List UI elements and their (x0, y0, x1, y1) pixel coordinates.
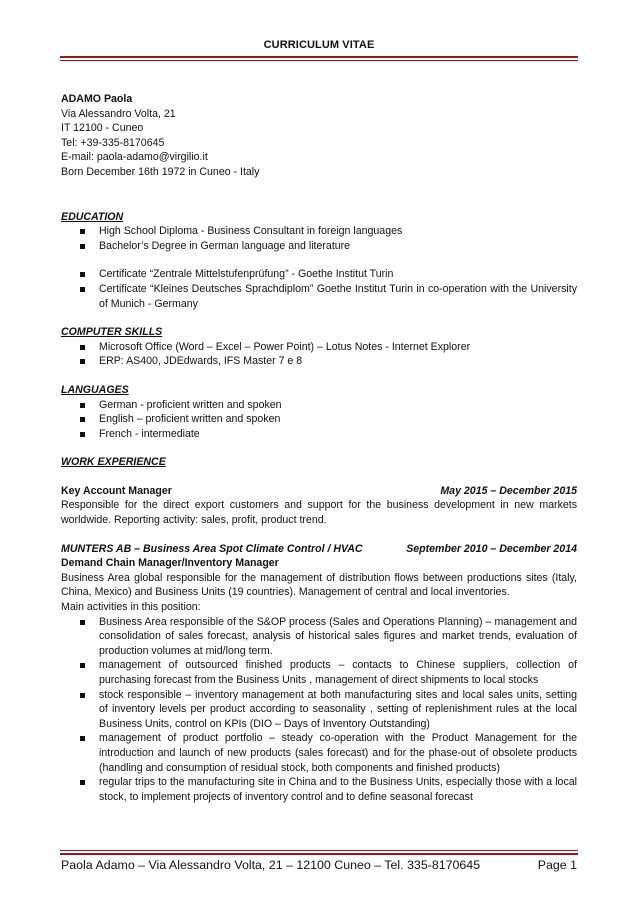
personal-info (61, 92, 577, 180)
work-experience-section (61, 455, 577, 804)
page-footer (61, 858, 577, 873)
square-bullet-icon (80, 693, 85, 698)
square-bullet-icon (80, 663, 85, 668)
languages-section (61, 383, 577, 441)
computer-skills-title: COMPUTER SKILLS (61, 326, 163, 339)
header-divider-thin (60, 60, 578, 61)
list-item: Microsoft Office (Word – Excel – Power Point) – Lotus Notes - Internet Explorer (61, 340, 577, 355)
footer-divider (60, 853, 578, 855)
list-item: High School Diploma - Business Consultant in foreign languages (61, 224, 577, 239)
list-item: ERP: AS400, JDEdwards, IFS Master 7 e 8 (61, 354, 577, 369)
job-description: Responsible for the direct export customers and support for the business development in new markets worldwide. Reporting activity: sales, profit, product trend. (61, 499, 577, 527)
computer-skills-section (61, 325, 577, 369)
square-bullet-icon (80, 229, 85, 234)
job-entry (61, 542, 577, 805)
square-bullet-icon (80, 403, 85, 408)
list-item: Bachelor’s Degree in German language and literature (61, 239, 577, 254)
page-number: Page 1 (537, 858, 577, 872)
square-bullet-icon (80, 432, 85, 437)
square-bullet-icon (80, 244, 85, 249)
education-section (61, 210, 577, 312)
list-item: French - intermediate (61, 427, 577, 442)
job-description: Business Area global responsible for the management of distribution flows between productions sites (Italy, China, Mexico) and Business Units (19 countries). Management of central and local inventories. (61, 571, 577, 599)
email-line: E-mail: paola-adamo@virgilio.it (61, 151, 208, 164)
job-dates: May 2015 – December 2015 (440, 484, 577, 497)
header-divider (60, 56, 578, 58)
list-item: Business Area responsible of the S&OP process (Sales and Operations Planning) – management and consolidation of sales forecast, analysis of historical sales figures and market trends, evaluation of production volumes at mid/long term. (61, 615, 577, 659)
languages-title: LANGUAGES (61, 383, 129, 396)
list-item: stock responsible – inventory management at both manufacturing sites and local sales units, setting of inventory levels per product according to seasonality , setting of replenishment rules at the local Business Units, control on KPIs (DIO – Days of Inventory Outstanding) (61, 688, 577, 732)
person-name: ADAMO Paola (61, 93, 133, 105)
list-item: Certificate “Zentrale Mittelstufenprüfung” - Goethe Institut Turin (61, 267, 577, 282)
list-item: English – proficient written and spoken (61, 412, 577, 427)
birth-line: Born December 16th 1972 in Cuneo - Italy (61, 165, 260, 178)
cv-body (61, 92, 577, 804)
job-dates: September 2010 – December 2014 (406, 542, 577, 555)
square-bullet-icon (80, 345, 85, 350)
list-item: German - proficient written and spoken (61, 398, 577, 413)
city-line: IT 12100 - Cuneo (61, 122, 144, 135)
education-title: EDUCATION (61, 210, 124, 223)
list-item: Certificate “Kleines Deutsches Sprachdiplom” Goethe Institut Turin in co-operation with the University of Munich - Germany (61, 282, 577, 311)
activities-intro: Main activities in this position: (61, 601, 201, 614)
job-entry (61, 484, 577, 528)
job-role: Key Account Manager (61, 484, 172, 497)
square-bullet-icon (80, 736, 85, 741)
square-bullet-icon (80, 780, 85, 785)
square-bullet-icon (80, 620, 85, 625)
address-line: Via Alessandro Volta, 21 (61, 107, 176, 120)
list-item: management of product portfolio – steady co-operation with the Product Management for the introduction and launch of new products (sales forecast) and for the phase-out of obsolete products (handling and consumption of residual stock, both components and finished products) (61, 731, 577, 775)
footer-divider-thin (60, 850, 578, 851)
job-company: MUNTERS AB – Business Area Spot Climate Control / HVAC (61, 542, 363, 555)
square-bullet-icon (80, 359, 85, 364)
page-title: CURRICULUM VITAE (263, 39, 375, 51)
list-item: regular trips to the manufacturing site in China and to the Business Units, especially those with a local stock, to implement projects of inventory control and to define seasonal forecast (61, 775, 577, 804)
square-bullet-icon (80, 287, 85, 292)
square-bullet-icon (80, 272, 85, 277)
square-bullet-icon (80, 417, 85, 422)
job-role: Demand Chain Manager/Inventory Manager (61, 557, 279, 570)
work-experience-title: WORK EXPERIENCE (61, 456, 166, 469)
list-item: management of outsourced finished products – contacts to Chinese suppliers, collection of purchasing forecast from the Business Units , management of direct shipments to local stocks (61, 658, 577, 687)
footer-contact: Paola Adamo – Via Alessandro Volta, 21 – 12100 Cuneo – Tel. 335-8170645 (61, 858, 481, 872)
phone-line: Tel: +39-335-8170645 (61, 136, 165, 149)
